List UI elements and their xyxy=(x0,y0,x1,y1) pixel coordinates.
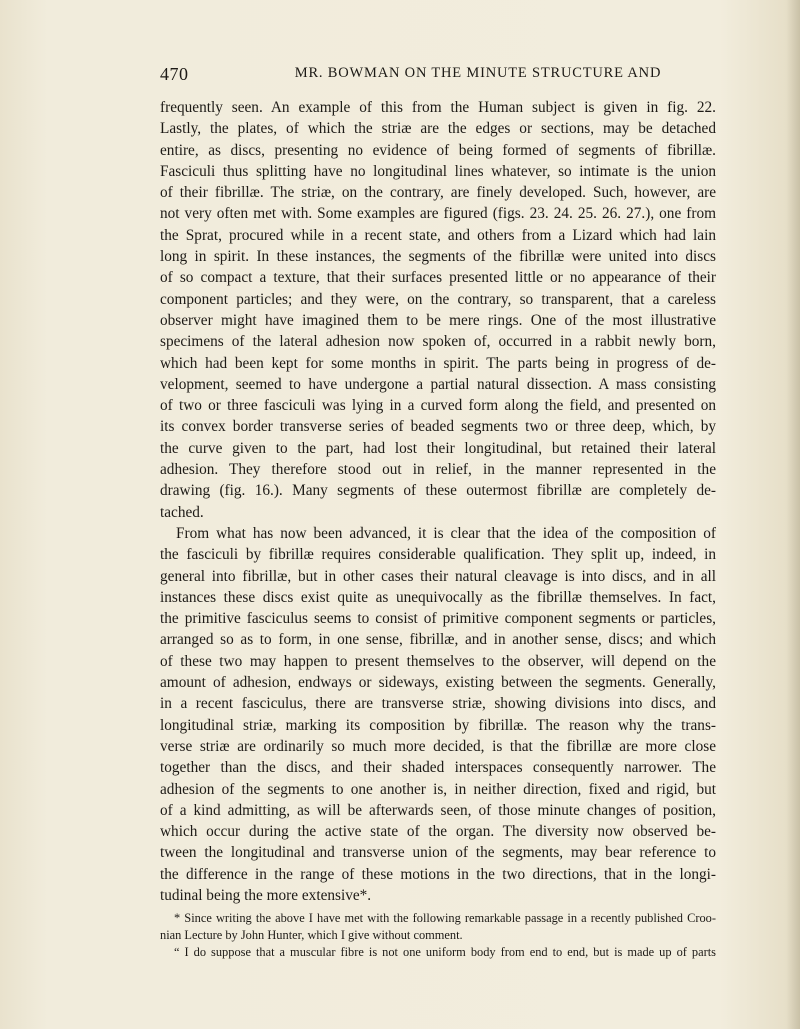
text-line: tached. xyxy=(160,503,204,521)
text-line: not very often met with. Some examples are figured (figs. 23. 24. 25. 26. 27.), one from xyxy=(160,205,716,223)
text-line: adhesion of the segments to one another is, in neither direction, fixed and rigid, but xyxy=(160,780,716,798)
text-line: component particles; and they were, on the contrary, so transparent, that a careless xyxy=(160,290,716,308)
text-line: longitudinal striæ, marking its composition by fibrillæ. The reason why the trans- xyxy=(160,716,716,734)
footnote-line: nian Lecture by John Hunter, which I give without comment. xyxy=(160,928,463,942)
text-line: velopment, seemed to have undergone a partial natural dissection. A mass consisting xyxy=(160,375,716,393)
text-line: the curve given to the part, had lost their longitudinal, but retained their lateral xyxy=(160,439,716,457)
text-line: general into fibrillæ, but in other cases their natural cleavage is into discs, and in all xyxy=(160,567,716,585)
footnote-line: “ I do suppose that a muscular fibre is not one uniform body from end to end, but is made up of parts xyxy=(174,945,716,959)
text-line: entire, as discs, presenting no evidence of being formed of segments of fibrillæ. xyxy=(160,141,716,159)
footnotes xyxy=(160,910,716,961)
text-line: the fasciculi by fibrillæ requires considerable qualification. They split up, indeed, in xyxy=(160,546,716,564)
text-line: Fasciculi thus splitting have no longitudinal lines whatever, so intimate is the union xyxy=(160,162,716,180)
page-number: 470 xyxy=(160,64,189,84)
text-line: tudinal being the more extensive*. xyxy=(160,886,372,904)
text-line: in a recent fasciculus, there are transverse striæ, showing divisions into discs, and xyxy=(160,695,716,713)
text-line: which occur during the active state of the organ. The diversity now observed be- xyxy=(160,823,716,841)
text-line: the Sprat, procured while in a recent state, and others from a Lizard which had lain xyxy=(160,226,716,244)
text-line: together than the discs, and their shaded interspaces consequently narrower. The xyxy=(160,759,716,777)
text-line: drawing (fig. 16.). Many segments of these outermost fibrillæ are completely de- xyxy=(160,482,716,500)
text-line: the primitive fasciculus seems to consist of primitive component segments or particles, xyxy=(160,610,716,628)
text-line: instances these discs exist quite as unequivocally as the fibrillæ themselves. In fact, xyxy=(160,588,716,606)
text-line: Lastly, the plates, of which the striæ are the edges or sections, may be detached xyxy=(160,120,716,138)
body-text xyxy=(160,97,716,906)
text-line: observer might have imagined them to be mere rings. One of the most illustrative xyxy=(160,311,716,329)
footnote-line: * Since writing the above I have met with the following remarkable passage in a recently published Croo- xyxy=(174,911,716,925)
text-line: of a kind admitting, as will be afterwards seen, of those minute changes of position, xyxy=(160,801,716,819)
text-line: of so compact a texture, that their surfaces presented little or no appearance of their xyxy=(160,269,716,287)
running-head: MR. BOWMAN ON THE MINUTE STRUCTURE AND xyxy=(294,65,662,81)
text-line: arranged so as to form, in one sense, fibrillæ, and in another sense, discs; and which xyxy=(160,631,716,649)
text-line: verse striæ are ordinarily so much more decided, is that the fibrillæ are more close xyxy=(160,737,716,755)
text-line: long in spirit. In these instances, the segments of the fibrillæ were united into discs xyxy=(160,248,716,266)
text-line: of two or three fasciculi was lying in a curved form along the field, and presented on xyxy=(160,397,716,415)
text-line: From what has now been advanced, it is clear that the idea of the composition of xyxy=(176,524,716,542)
text-line: tween the longitudinal and transverse union of the segments, may bear reference to xyxy=(160,844,716,862)
text-line: frequently seen. An example of this from the Human subject is given in fig. 22. xyxy=(160,99,716,116)
text-line: the difference in the range of these motions in the two directions, that in the longi- xyxy=(160,865,716,883)
text-line: which had been kept for some months in spirit. The parts being in progress of de- xyxy=(160,354,716,372)
page-edge-shadow xyxy=(786,0,800,1029)
text-line: amount of adhesion, endways or sideways, existing between the segments. Generally, xyxy=(160,674,716,692)
text-line: its convex border transverse series of beaded segments two or three deep, which, by xyxy=(160,418,716,436)
text-line: adhesion. They therefore stood out in relief, in the manner represented in the xyxy=(160,461,716,479)
page-header xyxy=(160,64,716,86)
text-line: of their fibrillæ. The striæ, on the contrary, are finely developed. Such, however, are xyxy=(160,184,716,202)
text-line: specimens of the lateral adhesion now spoken of, occurred in a rabbit newly born, xyxy=(160,333,716,351)
text-line: of these two may happen to present themselves to the observer, will depend on the xyxy=(160,652,716,670)
